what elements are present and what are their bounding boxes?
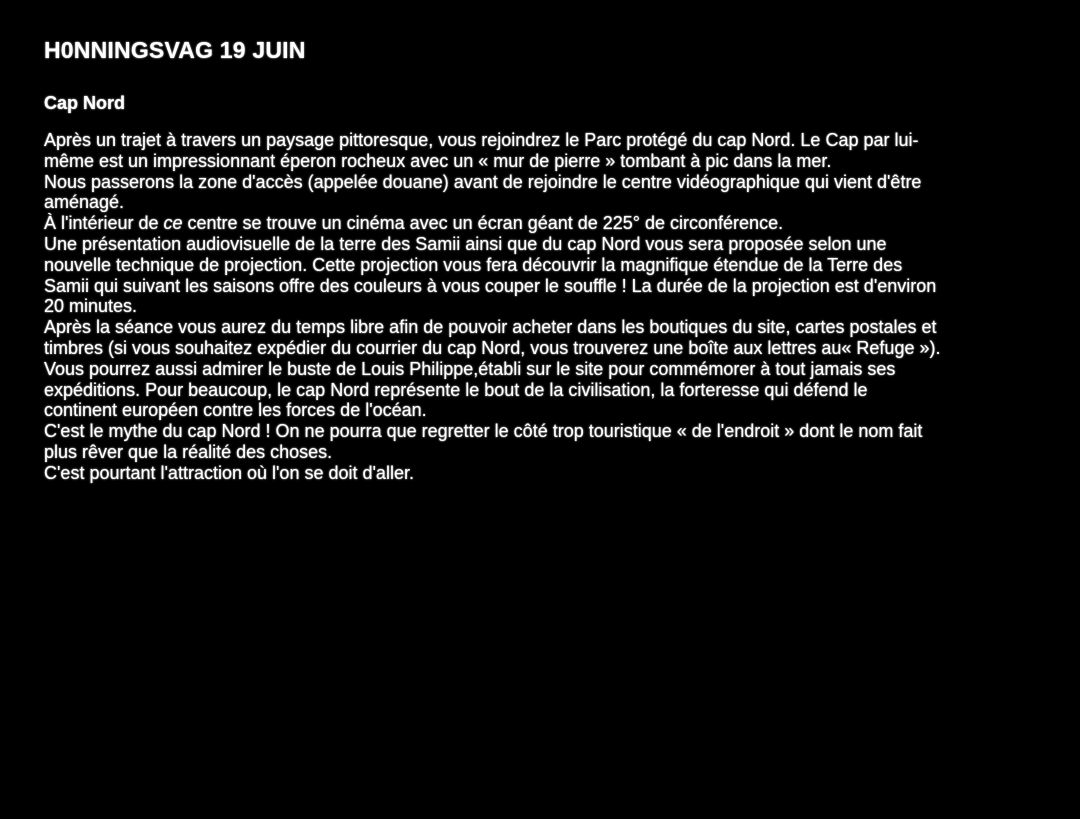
paragraph-1: Après un trajet à travers un paysage pittoresque, vous rejoindrez le Parc protégé du cap Nord. Le Cap par lui-même est un impressionnant éperon rocheux avec un « mur de pierre » tombant à pic dans la mer. bbox=[44, 130, 919, 171]
paragraph-2: Nous passerons la zone d'accès (appelée douane) avant de rejoindre le centre vidéographique qui vient d'être aménagé. bbox=[44, 171, 922, 213]
section-subtitle: Cap Nord bbox=[44, 93, 125, 113]
paragraph-3 bbox=[44, 213, 944, 234]
paragraph-8: C'est pourtant l'attraction où l'on se doit d'aller. bbox=[44, 462, 414, 483]
paragraph-3-emphasis: ce bbox=[163, 213, 183, 234]
paragraph-7: C'est le mythe du cap Nord ! On ne pourra que regretter le côté trop touristique « de l'endroit » dont le nom fait plus rêver que la réalité des choses. bbox=[44, 421, 923, 462]
paragraph-3-start: À l'intérieur de bbox=[44, 213, 164, 234]
paragraph-5: Après la séance vous aurez du temps libre afin de pouvoir acheter dans les boutiques du site, cartes postales et timbres (si vous souhaitez expédier du courrier du cap Nord, vous trouverez une boîte aux lettres au« Refuge »). bbox=[44, 317, 941, 358]
page-title: H0NNINGSVAG 19 JUIN bbox=[44, 37, 306, 63]
paragraph-6: Vous pourrez aussi admirer le buste de Louis Philippe,établi sur le site pour commémorer à tout jamais ses expéditions. Pour beaucoup, le cap Nord représente le bout de la civilisation, la forteresse qui défend le continent européen contre les forces de l'océan. bbox=[44, 358, 896, 421]
paragraph-3-end: centre se trouve un cinéma avec un écran géant de 225° de circonférence. bbox=[182, 213, 784, 234]
paragraph-4: Une présentation audiovisuelle de la terre des Samii ainsi que du cap Nord vous sera proposée selon une nouvelle technique de projection. Cette projection vous fera découvrir la magnifique étendue de la Terre des Samii qui suivant les saisons offre des couleurs à vous couper le souffle ! La durée de la projection est d'environ 20 minutes. bbox=[44, 233, 937, 317]
document-body bbox=[44, 130, 944, 484]
